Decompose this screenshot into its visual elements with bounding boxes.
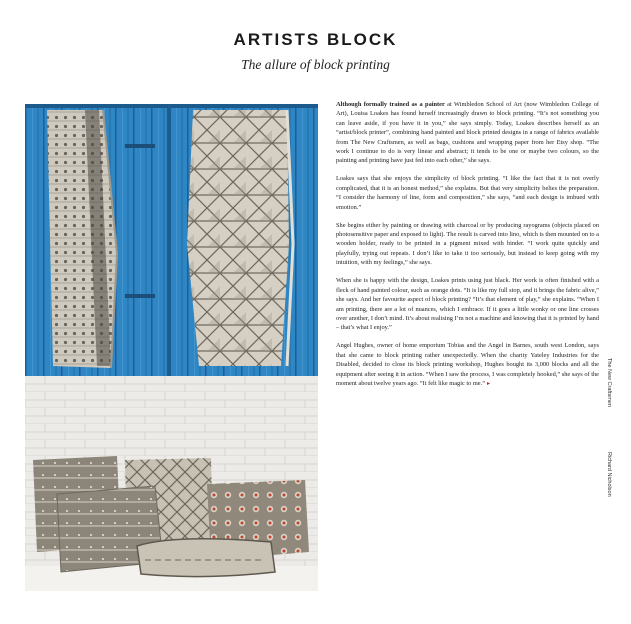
paragraph-4: When she is happy with the design, Loakes prints using just black. Her work is often finished with a fleck of hand painted colour, such as orange dots. “It is like my full stop, and it brings the fabric alive,” she says. And her favourite aspect of block printing? “It’s that element of play,” she explains. “When I am printing, there are a lot of nuances, which I embrace. If it goes a little wonky or one line crosses over another, I don’t mind. It’s about realising I’m not a machine and knowing that it is printed by hand – that’s what I enjoy.” [336, 277, 599, 332]
paragraph-5-text: Angel Hughes, owner of home emporium Tobias and the Angel in Barnes, south west London, says that she came to block printing rather unexpectedly. When the charity Yateley Industries for the Disabled, decided to close its block printing workshop, Hughes bought its 3,000 blocks and all the equipment after seeing it in action. “When I saw the process, I was completely hooked,” she says of the moment about twelve years ago. “It felt like magic to me.” [336, 342, 599, 387]
photo-credit-2: Richard Nicholson [606, 452, 612, 497]
paragraph-2: Loakes says that she enjoys the simplicity of block printing. “I like the fact that it is not overly complicated, that it is an honest method,” she explains. But that very simplicity belies the preparation. “I consider the harmony of line, form and composition,” she says, “and each design is imbued with emotion.” [336, 175, 599, 211]
fabric-door-illustration [25, 104, 318, 376]
paragraph-1-text: at Wimbledon School of Art (now Wimbledon College of Art), Louisa Loakes has found herself increasingly drawn to block printing. “It’s not something you can leave aside, if you have it in you,” she says simply. Today, Loakes describes herself as an “artist/block printer”, combining hand painted and block printed designs in a range of fabrics available from The New Craftsmen, as well as bags, cushions and wrapping paper from her Etsy shop. “The work I continue to do is very linear and abstract; it tends to be one or maybe two colours, so the painting and printing have just fed into each other,” she says. [336, 101, 599, 165]
photo-fabrics-on-blue-door [25, 104, 318, 376]
lead-in: Although formally trained as a painter [336, 101, 445, 108]
photo-credit-1: The New Craftsmen [606, 358, 612, 407]
article-body [336, 100, 599, 398]
paragraph-3: She begins either by painting or drawing with charcoal or by producing rayograms (objects placed on photosensitive paper and exposed to light). The result is carved into lino, which is then mounted on to a wooden holder, ready to be printed in a pigment mixed with binder. “I work quite quickly and playfully, trying out repeats. I don’t like to take it too seriously, but instead to keep going with my intuition, with my feelings,” she says. [336, 221, 599, 267]
end-mark-icon: ▸ [487, 380, 491, 387]
cushions-illustration [25, 376, 318, 591]
paragraph-5 [336, 341, 599, 389]
photo-cushions [25, 376, 318, 591]
article-subtitle: The allure of block printing [241, 57, 390, 72]
article-title: ARTISTS BLOCK [233, 30, 398, 49]
paragraph-1 [336, 100, 599, 166]
